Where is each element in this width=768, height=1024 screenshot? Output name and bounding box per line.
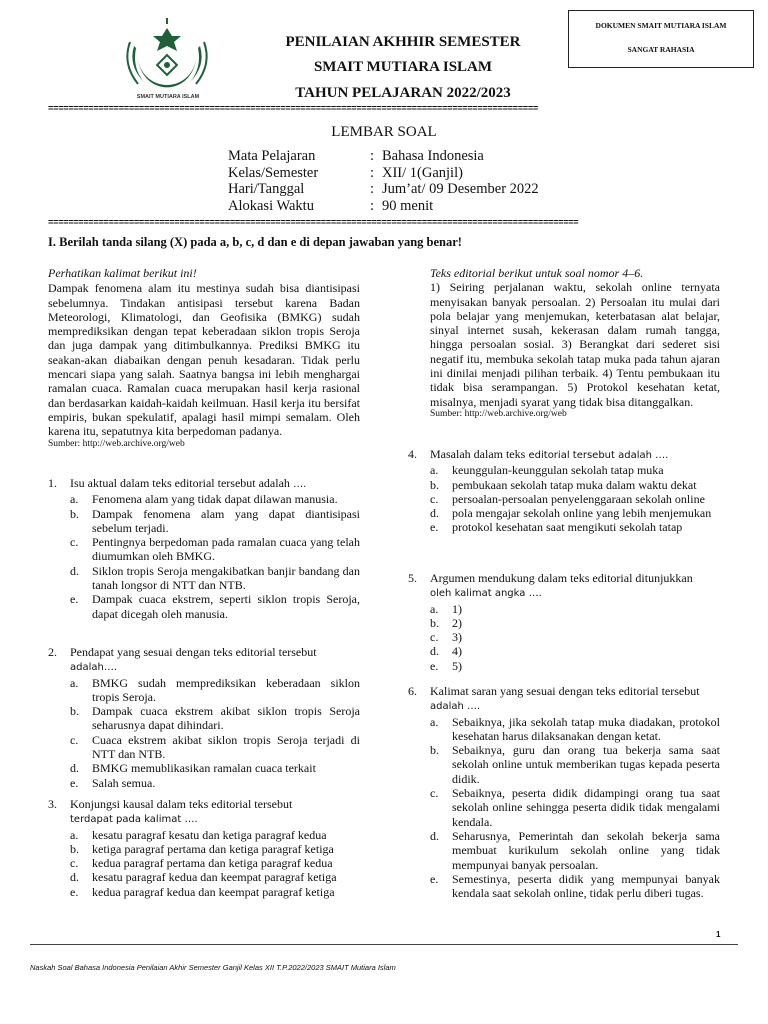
option-letter: a. [70,492,79,507]
option-letter: b. [430,477,439,492]
answer-option[interactable] [430,644,720,658]
stem-text: Masalah dalam teks [430,447,526,461]
stem-ellipsis: …. [181,814,198,826]
answer-option[interactable] [430,492,720,506]
answer-option[interactable] [430,659,720,673]
question-stem [430,447,720,463]
instruction: I. Berilah tanda silang (X) pada a, b, c, d dan e di depan jawaban yang benar! [48,235,462,249]
option-letter: b. [70,841,79,856]
answer-options [430,602,720,673]
answer-options [70,828,360,899]
confidential-label: SANGAT RAHASIA [627,45,695,54]
question-number: 4. [408,447,417,461]
question-number: 6. [408,684,417,698]
crescent-star-emblem-icon [118,16,216,106]
option-text: kesatu paragraf kesatu dan ketiga paragraf kedua [92,827,327,842]
exam-title: PENILAIAN AKHHIR SEMESTER [285,34,521,50]
info-value: 90 menit [382,197,434,214]
option-letter: e. [70,884,79,899]
option-text: Siklon tropis Seroja mengakibatkan banjir bandang dan tanah longsor di NTT dan NTB. [92,563,360,593]
option-letter: c. [70,732,79,747]
stem-text: editorial tersebut adalah [525,450,652,461]
answer-option[interactable] [430,520,720,534]
option-text: kedua paragraf kedua dan keempat paragraf ketiga [92,884,335,899]
stem-text: oleh kalimat angka [430,588,526,600]
option-text: Seharusnya, Pemerintah dan sekolah bekerja sama membuat kurikulum sekolah online yang tidak mempunyai banyak persoalan. [452,828,720,872]
divider-rule: ================================================================================================= [48,105,538,114]
question-number: 5. [408,571,417,585]
passage-source: Sumber: http://web.archive.org/web [430,408,567,419]
question-stem [70,645,360,676]
footer-text: Naskah Soal Bahasa Indonesia Penilaian Akhir Semester Ganjil Kelas XII T.P.2022/2023 SMAIT Mutiara Islam [30,963,396,972]
answer-option[interactable] [70,856,360,870]
option-letter: d. [430,644,439,659]
stem-ellipsis: …. [463,701,481,713]
answer-option[interactable] [430,872,720,901]
document-label: DOKUMEN SMAIT MUTIARA ISLAM [595,21,727,30]
option-letter: e. [430,658,439,673]
option-letter: a. [430,714,439,729]
option-text: protokol kesehatan saat mengikuti sekolah tatap [452,520,683,535]
info-separator: : [370,164,375,181]
question-1 [48,476,360,621]
option-text: 1) [452,601,462,616]
option-text: Sebaiknya, guru dan orang tua bekerja sama saat sekolah online untuk memberikan tugas kepada peserta didik. [452,743,720,786]
answer-option[interactable] [430,463,720,477]
stem-text: Pendapat yang sesuai dengan teks editorial tersebut [70,645,317,659]
info-label: Mata Pelajaran [228,148,316,164]
info-value: XII/ 1(Ganjil) [382,164,463,181]
stem-ellipsis: …. [289,479,307,490]
option-text: 4) [452,644,462,659]
option-letter: a. [430,601,439,616]
option-text: 3) [452,630,462,645]
option-text: BMKG memublikasikan ramalan cuaca terkait [92,761,316,776]
academic-year: TAHUN PELAJARAN 2022/2023 [295,85,511,101]
answer-option[interactable] [70,776,360,790]
passage-source: Sumber: http://web.archive.org/web [48,438,185,449]
answer-option[interactable] [70,564,360,593]
answer-option[interactable] [430,786,720,829]
stem-text: Konjungsi kausal dalam teks editorial tersebut [70,797,293,811]
option-text: Salah semua. [92,775,156,790]
answer-option[interactable] [70,507,360,536]
option-letter: e. [430,520,439,535]
question-number: 3. [48,797,57,811]
passage-intro: Teks editorial berikut untuk soal nomor 4–6. [430,266,644,280]
answer-options [430,463,720,534]
left-column [48,266,360,450]
answer-option[interactable] [430,478,720,492]
answer-option[interactable] [430,743,720,786]
stem-text: Argumen mendukung dalam teks editorial ditunjukkan [430,571,693,585]
info-label: Kelas/Semester [228,164,319,181]
school-name: SMAIT MUTIARA ISLAM [313,59,493,75]
option-text: Sebaiknya, peserta didik didampingi orang tua saat sekolah online sehingga peserta didik tidak mengalami kendala. [452,786,720,829]
option-text: 2) [452,615,462,630]
question-stem [430,684,720,715]
option-letter: d. [430,506,439,521]
question-4 [406,447,720,535]
option-text: Dampak fenomena alam yang dapat diantisipasi sebelum terjadi. [92,506,360,535]
option-letter: c. [70,535,79,550]
option-letter: b. [70,704,79,719]
info-separator: : [370,148,375,164]
answer-option[interactable] [430,616,720,630]
option-letter: d. [70,870,79,885]
footer-divider [30,944,738,945]
question-stem [70,797,360,828]
passage-intro: Perhatikan kalimat berikut ini! [48,266,197,280]
question-3 [48,797,360,899]
answer-option[interactable] [70,676,360,705]
option-text: pembukaan sekolah tatap muka dalam waktu dekat [452,477,697,492]
option-text: Dampak cuaca ekstrem akibat siklon tropis Seroja seharusnya dapat dihindari. [92,704,360,733]
option-letter: c. [430,786,439,801]
page-number: 1 [716,930,721,939]
answer-option[interactable] [430,506,720,520]
stem-text: Isu aktual dalam teks editorial tersebut adalah [70,476,290,490]
info-value: Bahasa Indonesia [382,148,484,164]
option-text: ketiga paragraf pertama dan ketiga paragraf ketiga [92,841,334,856]
answer-option[interactable] [430,715,720,744]
option-letter: b. [430,743,439,758]
option-text: Pentingnya berpedoman pada ramalan cuaca yang telah diumumkan oleh BMKG. [92,535,360,564]
option-text: keunggulan-keunggulan sekolah tatap muka [452,463,664,478]
option-text: persoalan-persoalan penyelenggaraan sekolah online [452,491,705,506]
right-column [406,266,720,420]
answer-option[interactable] [70,535,360,564]
option-letter: d. [70,563,79,578]
stem-text: terdapat pada kalimat [70,814,182,826]
option-text: Cuaca ekstrem akibat siklon tropis Seroja terjadi di NTT dan NTB. [92,732,360,762]
exam-info [228,148,608,216]
answer-options [430,715,720,901]
document-label-box [568,10,754,68]
sheet-title: LEMBAR SOAL [331,124,437,140]
stem-ellipsis: …. [651,450,669,461]
question-stem [70,476,360,492]
answer-option[interactable] [70,733,360,762]
question-stem [430,571,720,602]
option-letter: d. [70,761,79,776]
info-separator: : [370,181,375,197]
answer-option[interactable] [70,885,360,899]
answer-options [70,492,360,621]
option-text: kesatu paragraf kedua dan keempat paragraf ketiga [92,870,337,885]
answer-option[interactable] [70,704,360,733]
stem-ellipsis: …. [525,588,542,600]
option-text: BMKG sudah memprediksikan keberadaan siklon tropis Seroja. [92,675,360,704]
stem-text: adalah [430,701,464,713]
option-letter: a. [70,675,79,690]
option-text: 5) [452,658,462,673]
option-letter: c. [430,491,439,506]
option-letter: c. [70,856,79,871]
answer-option[interactable] [70,761,360,775]
info-label: Hari/Tanggal [228,181,305,197]
answer-option[interactable] [70,828,360,842]
answer-option[interactable] [430,630,720,644]
option-letter: c. [430,630,439,645]
info-label: Alokasi Waktu [228,197,314,214]
option-text: kedua paragraf pertama dan ketiga paragraf kedua [92,856,333,871]
option-letter: d. [430,828,439,843]
option-letter: a. [430,463,439,478]
answer-option[interactable] [430,602,720,616]
question-6 [406,684,720,900]
stem-text: adalah [70,662,104,674]
answer-option[interactable] [70,842,360,856]
option-text: Fenomena alam yang tidak dapat dilawan manusia. [92,492,338,507]
info-value: Jum’at/ 09 Desember 2022 [382,181,539,197]
divider-rule: ========================================================================================================= [48,219,579,228]
option-text: pola mengajar sekolah online yang lebih menjemukan [452,506,712,521]
info-separator: : [370,197,375,214]
option-letter: a. [70,827,79,842]
stem-text: Kalimat saran yang sesuai dengan teks editorial tersebut [430,684,700,698]
option-letter: e. [70,592,79,607]
option-letter: e. [430,871,439,886]
question-number: 2. [48,645,57,659]
question-number: 1. [48,476,57,490]
option-letter: b. [70,506,79,521]
option-letter: e. [70,775,79,790]
question-2 [48,645,360,790]
school-logo [118,16,216,106]
option-text: Dampak cuaca ekstrem, seperti siklon tropis Seroja, dapat dicegah oleh manusia. [92,592,360,621]
answer-option[interactable] [430,829,720,872]
logo-caption: SMAIT MUTIARA ISLAM [136,94,200,100]
question-5 [406,571,720,673]
option-letter: b. [430,615,439,630]
answer-option[interactable] [70,870,360,884]
answer-options [70,676,360,790]
option-text: Sebaiknya, jika sekolah tatap muka diadakan, protokol kesehatan harus dilaksanakan dengan ketat. [452,714,720,743]
option-text: Semestinya, peserta didik yang mempunyai banyak kendala saat sekolah online, tidak perlu diberi tugas. [452,871,720,901]
passage-text: Dampak fenomena alam itu mestinya sudah bisa diantisipasi sebelumnya. Tindakan antisipasi tersebut karena Badan Meteorologi, Klimatologi, dan Geofisika (BMKG) sudah memprediksikan dengan tepat keberadaan siklon tropis Seroja dan juga dampak yang ditimbulkannya. Prediksi BMKG itu seakan-akan diabaikan dengan penuh kesadaran. Tidak perlu mencari siapa yang salah. Saatnya bangsa ini lebih menghargai ramalan cuaca. Ramalan cuaca merupakan hasil kerja rasional dan berdasarkan kaidah-kaidah keilmuan. Hasil kerja itu bersifat empiris, bukan spekulatif, apalagi hasil mimpi semalam. Oleh karena itu, sepatutnya kita berpedoman padanya. [48,281,360,439]
answer-option[interactable] [70,592,360,621]
stem-ellipsis: …. [103,662,118,674]
passage-text: 1) Seiring perjalanan waktu, sekolah online ternyata menyisakan banyak persoalan. 2) Persoalan itu mulai dari pola belajar yang menjemukan, keterbatasan alat belajar, sinyal internet susah, kekerasan dalam rumah tangga, hingga persoalan sosial. 3) Berangkat dari sederet sisi negatif itu, membuka sekolah tatap muka pada tahun ajaran ini dinilai menjadi pilihan terbaik. 4) Tentu pembukaan itu tidak bisa serampangan. 5) Protokol kesehatan ketat, misalnya, menjadi syarat yang tidak bisa ditanggalkan. [430,280,720,409]
answer-option[interactable] [70,492,360,506]
